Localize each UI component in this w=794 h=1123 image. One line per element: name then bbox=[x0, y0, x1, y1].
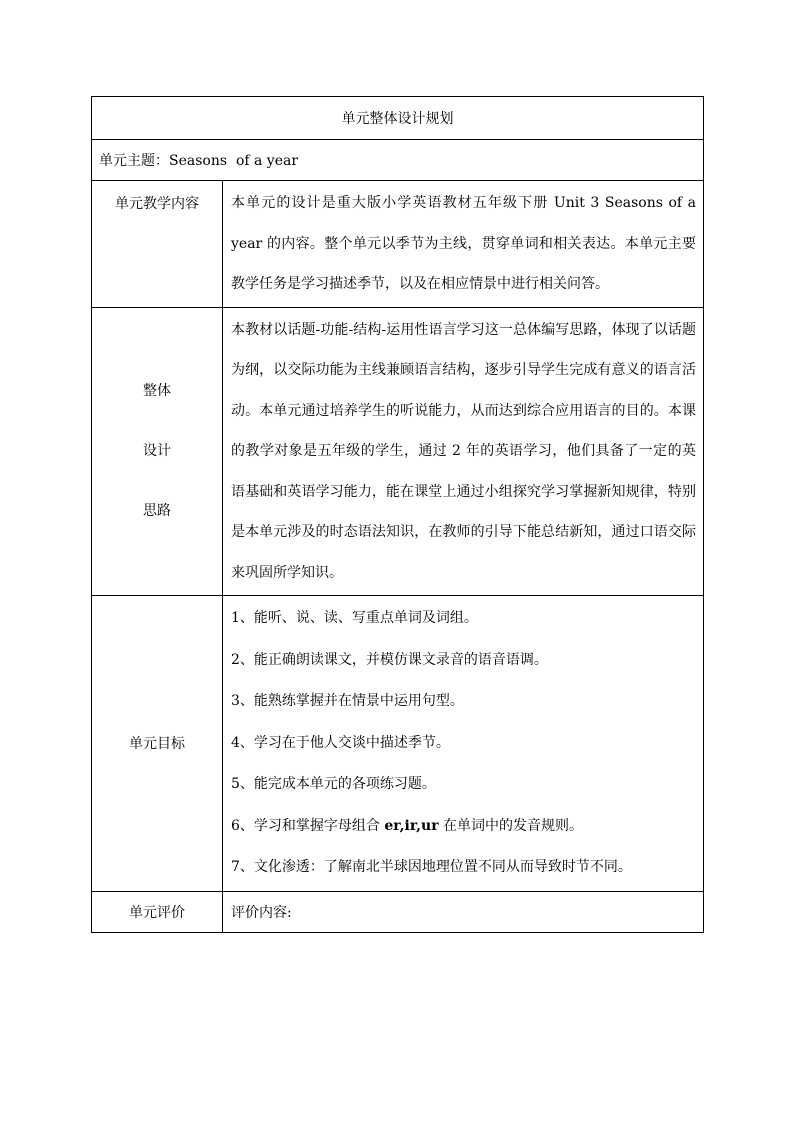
goal-item-6-letters: er,ir,ur bbox=[384, 817, 439, 834]
content-text-cell bbox=[223, 181, 704, 308]
table-title-text: 单元整体设计规划 bbox=[341, 111, 454, 127]
content-label-cell bbox=[92, 181, 223, 308]
design-label-stack bbox=[92, 381, 222, 521]
goal-item-3: 3、能熟练掌握并在情景中运用句型。 bbox=[231, 693, 464, 709]
unit-theme-value: Seasons of a year bbox=[169, 153, 299, 169]
content-label: 单元教学内容 bbox=[115, 196, 199, 212]
design-label-line-2: 设计 bbox=[143, 443, 171, 460]
goal-item-5: 5、能完成本单元的各项练习题。 bbox=[231, 776, 436, 792]
design-text: 本教材以话题-功能-结构-运用性语言学习这一总体编写思路，体现了以话题为纲，以交际功能为主线兼顾语言结构，逐步引导学生完成有意义的语言活动。本单元通过培养学生的听说能力，从而达到综合应用语言的目的。本课的教学对象是五年级的学生，通过 2 年的英语学习，他们具备了一定的英语基础和英语学习能力，能在课堂上通过小组探究学习掌握新知规律，特别是本单元涉及的时态语法知识，在教师的引导下能总结新知，通过口语交际来巩固所学知识。 bbox=[231, 321, 696, 581]
goal-item-4: 4、学习在于他人交谈中描述季节。 bbox=[231, 734, 450, 751]
goals-label-cell bbox=[92, 596, 223, 892]
goal-item-1: 1、能听、说、读、写重点单词及词组。 bbox=[231, 610, 478, 626]
evaluation-text: 评价内容: bbox=[231, 904, 292, 921]
evaluation-label-cell bbox=[92, 891, 223, 932]
design-label-cell bbox=[92, 307, 223, 596]
goal-item-6-prefix: 6、学习和掌握字母组合 bbox=[231, 817, 385, 834]
goal-item-2: 2、能正确朗读课文，并模仿课文录音的语音语调。 bbox=[231, 651, 548, 668]
evaluation-text-cell bbox=[223, 891, 704, 932]
design-plan-document bbox=[91, 96, 703, 933]
goal-item-6-suffix: 在单词中的发音规则。 bbox=[438, 817, 584, 834]
goals-list-cell bbox=[223, 596, 704, 892]
unit-theme-label: 单元主题： bbox=[99, 153, 169, 169]
design-label-line-1: 整体 bbox=[143, 383, 171, 400]
unit-theme-cell bbox=[92, 140, 704, 181]
design-text-cell bbox=[223, 307, 704, 596]
content-text: 本单元的设计是重大版小学英语教材五年级下册 Unit 3 Seasons of a year 的内容。整个单元以季节为主线，贯穿单词和相关表达。本单元主要教学任务是学习描述季节，以及在相应情景中进行相关问答。 bbox=[231, 195, 696, 292]
evaluation-label: 单元评价 bbox=[129, 904, 185, 921]
table-title bbox=[92, 97, 704, 140]
goal-item-7: 7、文化渗透：了解南北半球因地理位置不同从而导致时节不同。 bbox=[231, 859, 632, 875]
goals-label: 单元目标 bbox=[129, 736, 185, 753]
design-label-line-3: 思路 bbox=[143, 503, 171, 520]
design-plan-table bbox=[91, 96, 704, 933]
goal-item-6 bbox=[231, 806, 696, 848]
